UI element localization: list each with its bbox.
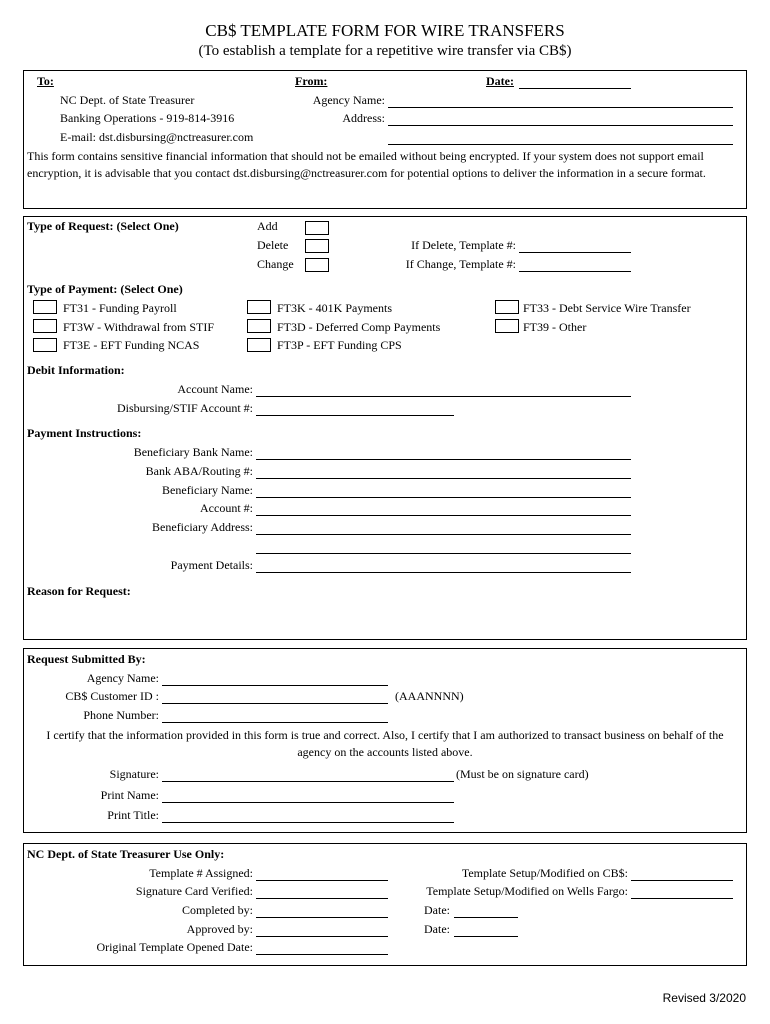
account-name-field[interactable] bbox=[256, 396, 631, 397]
aba-label: Bank ABA/Routing #: bbox=[145, 464, 253, 478]
form-title: CB$ TEMPLATE FORM FOR WIRE TRANSFERS bbox=[205, 21, 565, 40]
setup-wf-label: Template Setup/Modified on Wells Fargo: bbox=[426, 884, 628, 898]
account-num-field[interactable] bbox=[256, 515, 631, 516]
signature-label: Signature: bbox=[109, 767, 159, 781]
signature-field[interactable] bbox=[162, 781, 454, 782]
account-name-label: Account Name: bbox=[177, 382, 253, 396]
to-line-2: Banking Operations - 919-814-3916 bbox=[60, 111, 235, 125]
ft3p-checkbox[interactable] bbox=[247, 338, 271, 352]
bene-address-label: Beneficiary Address: bbox=[152, 520, 253, 534]
orig-opened-label: Original Template Opened Date: bbox=[96, 940, 253, 954]
to-line-3: E-mail: dst.disbursing@nctreasurer.com bbox=[60, 130, 254, 144]
if-change-label: If Change, Template #: bbox=[405, 257, 516, 271]
stif-account-field[interactable] bbox=[256, 415, 454, 416]
option-change-label: Change bbox=[257, 257, 294, 271]
ft33-checkbox[interactable] bbox=[495, 300, 519, 314]
ft3e-checkbox[interactable] bbox=[33, 338, 57, 352]
delete-template-field[interactable] bbox=[519, 252, 631, 253]
revised-note: Revised 3/2020 bbox=[662, 991, 746, 1005]
date-field[interactable] bbox=[519, 88, 631, 89]
setup-cbs-field[interactable] bbox=[631, 880, 733, 881]
from-label: From: bbox=[295, 74, 328, 88]
ft33-label: FT33 - Debt Service Wire Transfer bbox=[523, 301, 691, 315]
debit-info-label: Debit Information: bbox=[27, 363, 125, 377]
setup-cbs-label: Template Setup/Modified on CB$: bbox=[461, 866, 628, 880]
date2-label: Date: bbox=[424, 922, 450, 936]
ft3k-label: FT3K - 401K Payments bbox=[277, 301, 392, 315]
ft3d-checkbox[interactable] bbox=[247, 319, 271, 333]
delete-checkbox[interactable] bbox=[305, 239, 329, 253]
change-template-field[interactable] bbox=[519, 271, 631, 272]
bene-name-field[interactable] bbox=[256, 497, 631, 498]
change-checkbox[interactable] bbox=[305, 258, 329, 272]
ft3w-label: FT3W - Withdrawal from STIF bbox=[63, 320, 215, 334]
bene-name-label: Beneficiary Name: bbox=[162, 483, 253, 497]
customer-id-label: CB$ Customer ID : bbox=[65, 689, 159, 703]
address-field-2[interactable] bbox=[388, 144, 733, 145]
ft31-label: FT31 - Funding Payroll bbox=[63, 301, 177, 315]
template-assigned-label: Template # Assigned: bbox=[149, 866, 253, 880]
sig-card-label: Signature Card Verified: bbox=[135, 884, 253, 898]
ft39-checkbox[interactable] bbox=[495, 319, 519, 333]
phone-label: Phone Number: bbox=[83, 708, 159, 722]
print-title-field[interactable] bbox=[162, 822, 454, 823]
bene-address-field-2[interactable] bbox=[256, 553, 631, 554]
if-delete-label: If Delete, Template #: bbox=[411, 238, 516, 252]
option-add-label: Add bbox=[257, 219, 278, 233]
approved-field[interactable] bbox=[256, 936, 388, 937]
setup-wf-field[interactable] bbox=[631, 898, 733, 899]
print-name-field[interactable] bbox=[162, 802, 454, 803]
completed-label: Completed by: bbox=[182, 903, 253, 917]
add-checkbox[interactable] bbox=[305, 221, 329, 235]
office-use-heading: NC Dept. of State Treasurer Use Only: bbox=[27, 847, 225, 861]
customer-id-field[interactable] bbox=[162, 703, 388, 704]
account-num-label: Account #: bbox=[200, 501, 253, 515]
ft39-label: FT39 - Other bbox=[523, 320, 587, 334]
print-title-label: Print Title: bbox=[107, 808, 159, 822]
address-label: Address: bbox=[342, 111, 385, 125]
to-label: To: bbox=[37, 74, 54, 88]
stif-account-label: Disbursing/STIF Account #: bbox=[116, 401, 253, 415]
agency-name-label: Agency Name: bbox=[312, 93, 385, 107]
to-line-1: NC Dept. of State Treasurer bbox=[60, 93, 195, 107]
date2-field[interactable] bbox=[454, 936, 518, 937]
form-subtitle: (To establish a template for a repetitive wire transfer via CB$) bbox=[198, 43, 572, 59]
date1-label: Date: bbox=[424, 903, 450, 917]
ft3e-label: FT3E - EFT Funding NCAS bbox=[63, 338, 200, 352]
address-field-1[interactable] bbox=[388, 125, 733, 126]
date-label: Date: bbox=[486, 74, 514, 88]
approved-label: Approved by: bbox=[186, 922, 253, 936]
request-type-label: Type of Request: (Select One) bbox=[27, 219, 179, 233]
payment-details-label: Payment Details: bbox=[170, 558, 253, 572]
orig-opened-field[interactable] bbox=[256, 954, 388, 955]
ft3w-checkbox[interactable] bbox=[33, 319, 57, 333]
ft31-checkbox[interactable] bbox=[33, 300, 57, 314]
sig-card-field[interactable] bbox=[256, 898, 388, 899]
signature-note: (Must be on signature card) bbox=[456, 767, 589, 781]
phone-field[interactable] bbox=[162, 722, 388, 723]
customer-id-format: (AAANNNN) bbox=[395, 689, 464, 703]
print-name-label: Print Name: bbox=[100, 788, 159, 802]
completed-field[interactable] bbox=[256, 917, 388, 918]
payment-instructions-label: Payment Instructions: bbox=[27, 426, 142, 440]
certify-text: I certify that the information provided in this form is true and correct. Also, I certify that I am authorized to transact business on behalf of the agency on the accounts listed above. bbox=[46, 728, 724, 759]
ft3k-checkbox[interactable] bbox=[247, 300, 271, 314]
ft3p-label: FT3P - EFT Funding CPS bbox=[277, 338, 402, 352]
ft3d-label: FT3D - Deferred Comp Payments bbox=[277, 320, 441, 334]
agency-name-field[interactable] bbox=[388, 107, 733, 108]
bene-address-field-1[interactable] bbox=[256, 534, 631, 535]
option-delete-label: Delete bbox=[257, 238, 289, 252]
reason-label: Reason for Request: bbox=[27, 584, 131, 598]
payment-details-field[interactable] bbox=[256, 572, 631, 573]
date1-field[interactable] bbox=[454, 917, 518, 918]
aba-field[interactable] bbox=[256, 478, 631, 479]
template-assigned-field[interactable] bbox=[256, 880, 388, 881]
bene-bank-field[interactable] bbox=[256, 459, 631, 460]
submitted-heading: Request Submitted By: bbox=[27, 652, 146, 666]
sub-agency-label: Agency Name: bbox=[86, 671, 159, 685]
encryption-notice: This form contains sensitive financial information that should not be emailed without being encrypted. If your system does not support email encryption, it is advisable that you contact dst.disbursing@nctreasurer.com for potential options to deliver the information in a secure format. bbox=[27, 149, 706, 180]
bene-bank-label: Beneficiary Bank Name: bbox=[133, 445, 253, 459]
payment-type-label: Type of Payment: (Select One) bbox=[27, 282, 183, 296]
sub-agency-field[interactable] bbox=[162, 685, 388, 686]
